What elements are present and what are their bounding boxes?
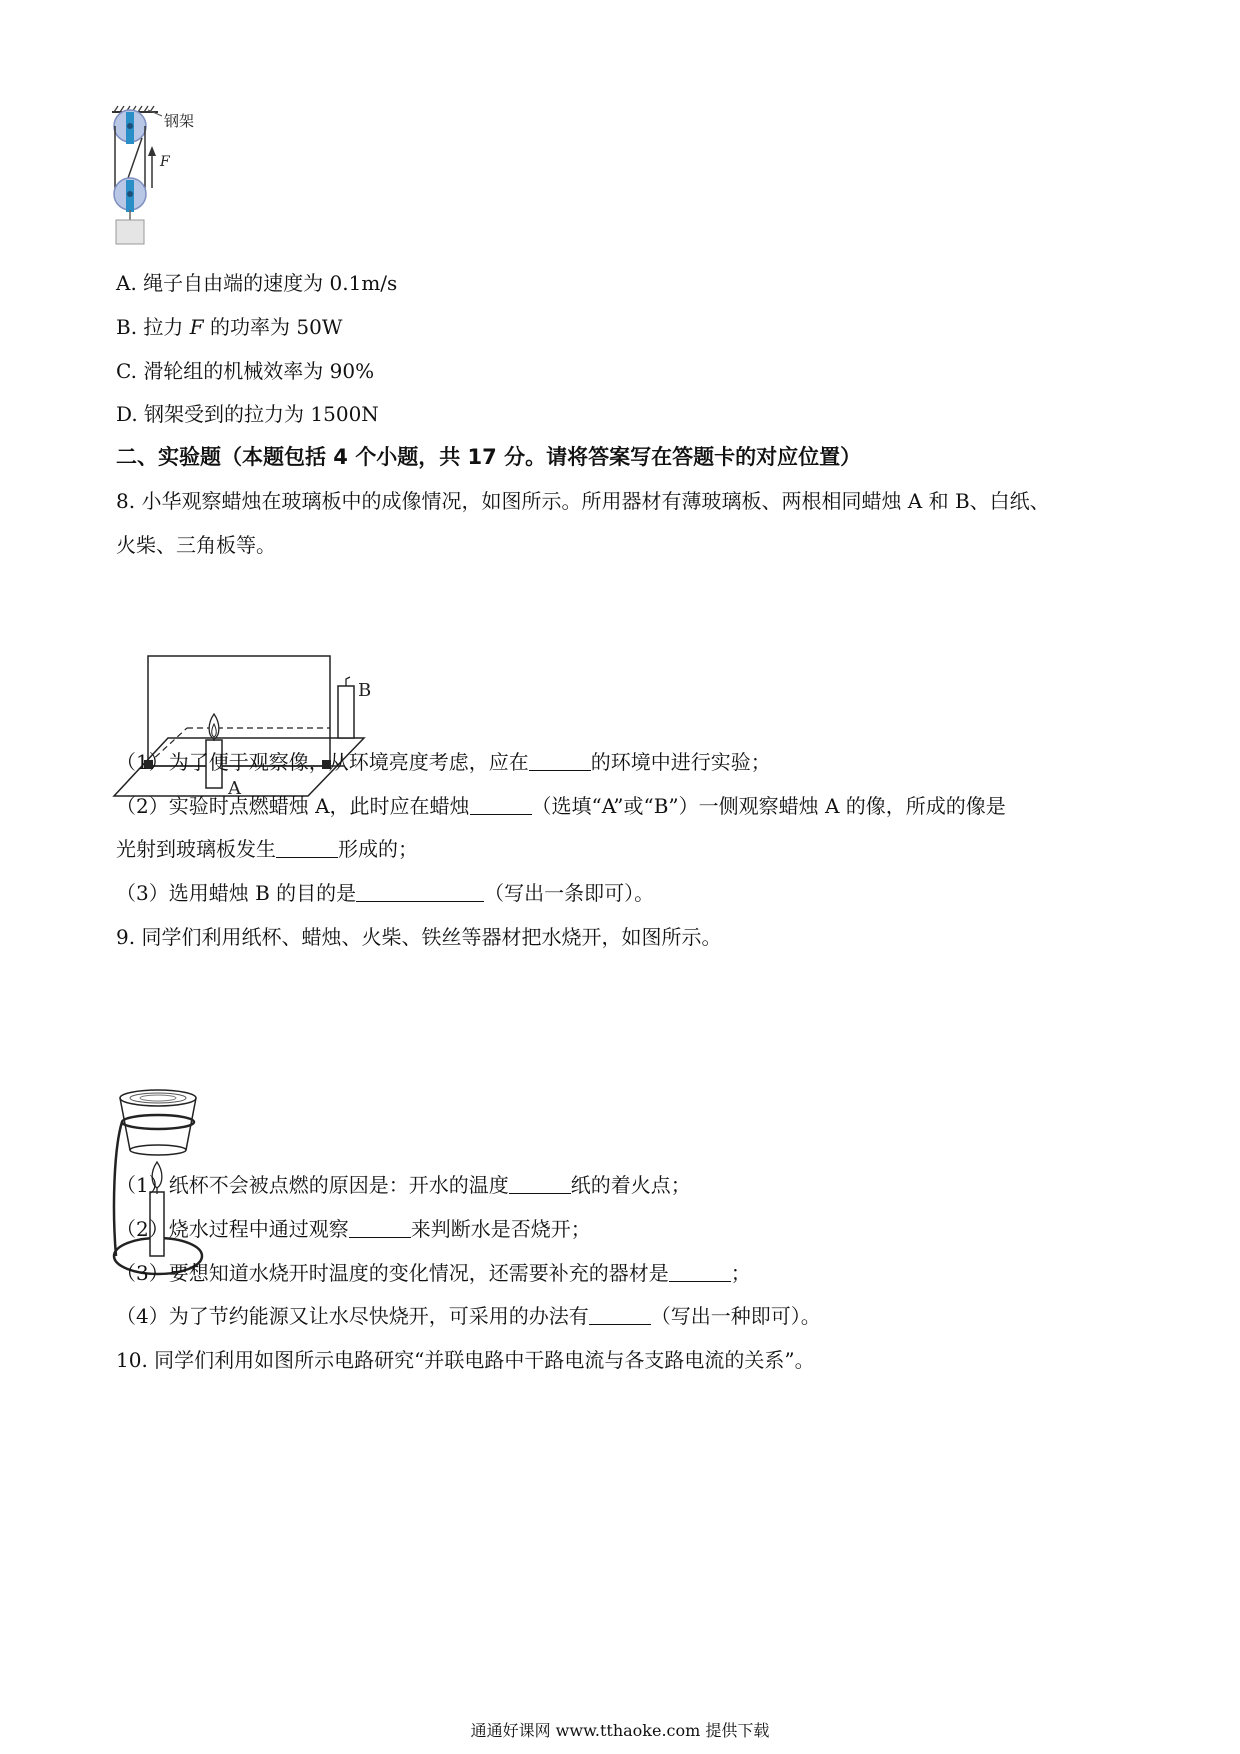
q9-sub2-post: 来判断水是否烧开；: [410, 1217, 591, 1241]
option-a: [116, 270, 397, 296]
q9-sub3-post: ；: [730, 1261, 751, 1285]
q8-sub2-line2-pre: 光射到玻璃板发生: [116, 837, 276, 861]
q8-sub2-line2: [116, 836, 418, 862]
candle-a-label: A: [228, 778, 241, 799]
page-footer: 通通好课网 www.tthaoke.com 提供下载: [470, 1721, 770, 1740]
q8-sub2-pre: （2）实验时点燃蜡烛 A，此时应在蜡烛: [116, 794, 470, 818]
q9-sub4-pre: （4）为了节约能源又让水尽快烧开，可采用的办法有: [116, 1304, 589, 1328]
option-d-letter: D.: [116, 402, 138, 426]
candle-b-label: B: [358, 680, 372, 701]
q8-sub3-post: （写出一条即可）。: [484, 881, 655, 905]
option-c-letter: C.: [116, 359, 137, 383]
q8-sub1-post: 的环境中进行实验；: [590, 750, 771, 774]
option-b-letter: B.: [116, 315, 138, 339]
q8-sub3-pre: （3）选用蜡烛 B 的目的是: [116, 881, 357, 905]
q9-sub4: [116, 1303, 821, 1329]
pulley-figure: [108, 104, 248, 254]
option-c-text: 滑轮组的机械效率为 90%: [143, 359, 375, 383]
q9-sub1-pre: （1）纸杯不会被点燃的原因是：开水的温度: [116, 1173, 509, 1197]
frame-label: 钢架: [164, 112, 195, 130]
option-c: [116, 358, 374, 384]
q8-sub3-blank: [356, 881, 484, 902]
q9-sub4-blank: [589, 1304, 651, 1325]
q8-sub2-post: （选填“A”或“B”）一侧观察蜡烛 A 的像，所成的像是: [531, 794, 1006, 818]
q9-sub4-post: （写出一种即可）。: [650, 1304, 821, 1328]
option-a-text: 绳子自由端的速度为 0.1m/s: [143, 271, 398, 295]
section-heading: 二、实验题（本题包括 4 个小题，共 17 分。请将答案写在答题卡的对应位置）: [116, 445, 862, 469]
force-label: F: [160, 154, 170, 170]
q8-sub1-pre: （1）为了便于观察像，从环境亮度考虑，应在: [116, 750, 529, 774]
q8-stem-line1: 8. 小华观察蜡烛在玻璃板中的成像情况，如图所示。所用器材有薄玻璃板、两根相同蜡烛 A 和 B、白纸、: [116, 489, 1050, 513]
q9-stem: 9. 同学们利用纸杯、蜡烛、火柴、铁丝等器材把水烧开，如图所示。: [116, 925, 722, 949]
q9-sub1-post: 纸的着火点；: [570, 1173, 691, 1197]
q8-stem-line2: 火柴、三角板等。: [116, 533, 276, 557]
q10-stem: 10. 同学们利用如图所示电路研究“并联电路中干路电流与各支路电流的关系”。: [116, 1348, 815, 1372]
q8-sub3: [116, 880, 654, 906]
q8-sub2-blank1: [470, 794, 532, 815]
q8-sub2-line2-post: 形成的；: [338, 837, 418, 861]
option-a-letter: A.: [116, 271, 137, 295]
q8-sub2: [116, 793, 1006, 819]
q8-sub1: [116, 749, 771, 775]
option-b-var: F: [189, 315, 204, 339]
option-b-text-post: 的功率为 50W: [203, 315, 343, 339]
q9-sub1-blank: [509, 1173, 571, 1194]
q9-sub3-pre: （3）要想知道水烧开时温度的变化情况，还需要补充的器材是: [116, 1261, 669, 1285]
q9-sub1: [116, 1172, 691, 1198]
option-b-text-pre: 拉力: [143, 315, 190, 339]
option-d-text: 钢架受到的拉力为 1500N: [144, 402, 379, 426]
option-b: [116, 314, 342, 340]
mirror-candle-figure: [112, 646, 412, 806]
option-d: [116, 401, 379, 427]
q9-sub2: [116, 1216, 591, 1242]
q8-sub2-blank2: [276, 837, 338, 858]
q9-sub3: [116, 1260, 751, 1286]
q9-sub2-blank: [349, 1217, 411, 1238]
q9-sub3-blank: [669, 1261, 731, 1282]
q9-sub2-pre: （2）烧水过程中通过观察: [116, 1217, 349, 1241]
q8-sub1-blank: [529, 750, 591, 771]
